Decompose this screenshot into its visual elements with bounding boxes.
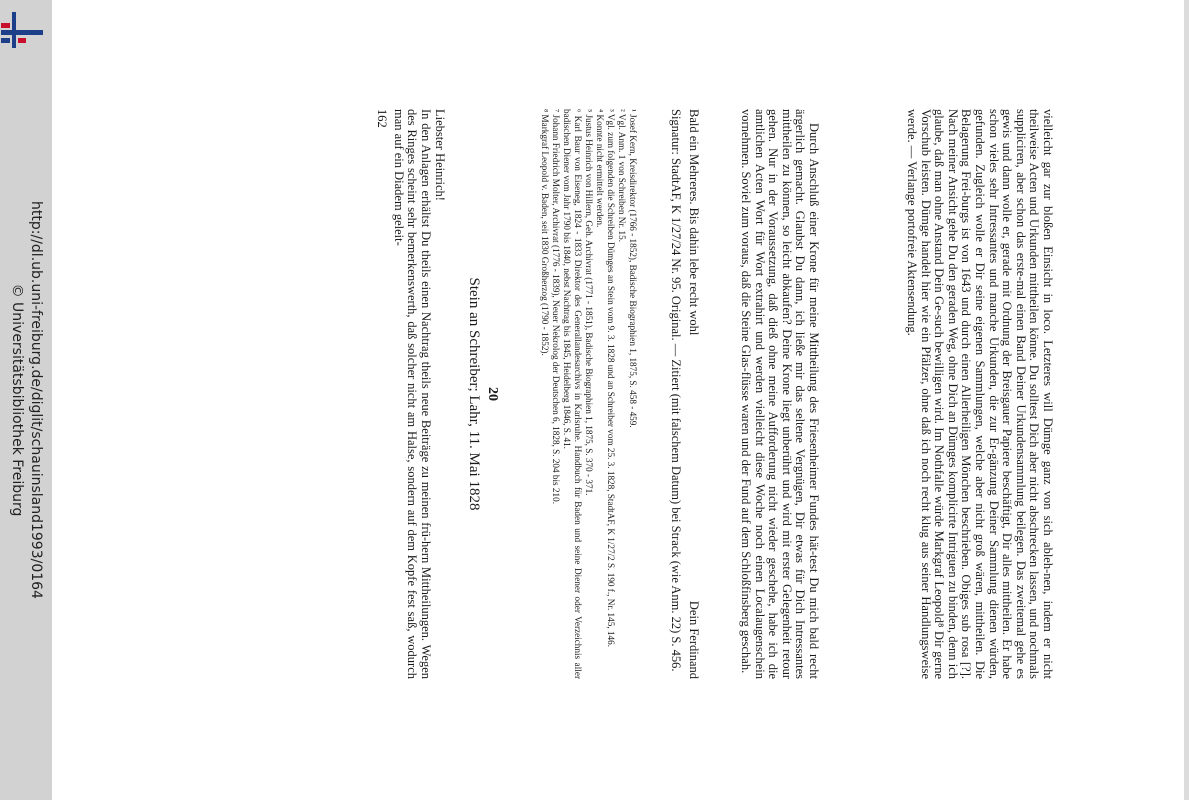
document-page (52, 0, 1184, 800)
rotated-page-content (294, 109, 1054, 679)
closing-line (686, 109, 700, 679)
page-number: 162 (375, 109, 389, 128)
letter-number: 20 (485, 387, 500, 401)
footnotes (539, 109, 638, 679)
closing-text: Bald ein Mehreres. Bis dahin lebe recht wohl (687, 109, 701, 336)
footnote-1: ¹ Josef Kern, Kreisdirektor (1766 - 1852), Badische Biographien 1, 1875, S. 458 - 459. (628, 109, 638, 428)
footnote-6: ⁶ Karl Baur von Eiseneg, 1824 - 1833 Direktor des Generallandesarchivs in Karlsruhe. Handbuch für Baden und seine Diener oder Verzeichnis aller badischen Diener vom Jahr 1790 bis 1840, nebst Nachtrag bis 1845, Heidelberg 1846, S. 41. (562, 109, 583, 679)
signature: Dein Ferdinand (687, 600, 701, 679)
footnote-4: ⁴ Konnte nicht ermittelt werden. (595, 109, 605, 228)
footnote-5: ⁵ Justus Heinrich von Hillern, Geh. Archivrat (1771 - 1851), Badische Biographien 1, 1875, S. 370 - 371. (584, 109, 594, 496)
body-paragraph-4: In den Anlagen erhältst Du theils einen Nachtrag theils neue Beiträge zu meinen frü-hern Mittheilungen. Wegen des Ringes scheint sehr bemerkenswerth, daß solcher nicht am Halse, sondern auf dem Kopfe fest saß, wodurch man auf ein Diadem geleit- (391, 109, 433, 679)
footnote-3: ³ Vgl. zum folgenden die Schreiben Dümges an Stein vom 9. 3. 1828 und an Schreiber vom 25. 3. 1828, StadtAF, K 1/27/2 S. 190 f., Nr. 145, 146. (606, 109, 616, 647)
footnote-2: ² Vgl. Anm. 1 von Schreiben Nr. 15. (617, 109, 627, 242)
footnote-8: ⁸ Markgraf Leopold v. Baden, seit 1830 Großherzog (1790 - 1852). (540, 109, 550, 356)
viewer-sidebar (0, 0, 52, 800)
body-paragraph-1: vielleicht gar zur bloßen Einsicht in loco. Letzteres will Dümge ganz von sich ableh-nen, indem er nicht theilweise Acten und Urkunden mittheilen könne. Du solltest Dich aber nicht abschrecken lassen, und nochmals suppliciren, aber schon das erste-mal einen Band Deiner Urkundensammlung beilegen. Das zweitemal gehe es gewis und dann wolle er, gerade mit Ordnung der Breisgauer Papiere beschäftigt, Dir alles mittheilen. Er habe schon vieles sehr Intressantes und manche Urkunden, die zur Er-gänzung Deiner Sammlung dienen würden, gefunden. Zugleich wolle er Dir seine eigenen Sammlungen, welche aber nicht groß wären, mittheilen. Die Belagerung Frei-burgs ist von 1643 und durch einen Allerheiligen Mönchen beschrieben. Obiges sub rosa [?]. Nach meiner Ansicht gehe Du den geraden Weg, ohne Dich an Dümges komplicirte Intriguen zu binden, denn ich glaube, daß man ohne Anstand Dein Ge-such bewilligen wird. Im Nothfalle würde Markgraf Leopold⁸ Dir gerne Vorschub leisten. Dümge handelt hier wie ein Pfälzer, ohne daß ich noch recht klug aus seiner Handlungsweise werde. — Verlange portofreie Aktensendung. (905, 109, 1055, 679)
copyright-notice: © Universitätsbibliothek Freiburg (9, 283, 25, 517)
salutation: Liebster Heinrich! (433, 109, 447, 201)
letter-heading: Stein an Schreiber; Lahr, 11. Mai 1828 (466, 277, 482, 511)
source-url: http://dl.ub.uni-freiburg.de/diglit/schauinsland1993/0164 (28, 201, 44, 599)
source-watermark (7, 201, 45, 599)
university-logo-icon (0, 8, 46, 52)
footnote-7: ⁷ Johann Friedrich Molter, Archivrat (1776 - 1839), Neuer Nekrolog der Deutschen 6, 1828, S. 204 bis 210. (551, 109, 561, 505)
archive-signature: Signatur: StadtAF, K 1/27/24 Nr. 95. Original. — Zitiert (mit falschem Datum) bei Strack (wie Anm. 22) S. 456. (669, 109, 683, 672)
body-paragraph-2: Durch Anschluß einer Krone für meine Mittheilung des Friesenheimer Fundes hät-test Du mich bald recht ärgerlich gemacht. Glaubst Du dann, ich ließe mir das seltene Vergnügen, Dir etwas für Dich Intressantes mittheilen zu können, so leicht abkaufen? Deine Krone liegt unberührt und wird mit erster Gelegenheit retour gehen. Nur in der Voraussetzung, daß dieß ohne meine Aufforderung nicht wieder geschehe, habe ich die amtlichen Acten Wort für Wort extrahirt und werden vielleicht diese Woche noch einen Localaugenschein vornehmen. Soviel zum voraus, daß die Steine Glas-flüsse waren und der Fund auf dem Schloßfinsberg geschah. (739, 109, 821, 679)
scrollbar[interactable] (1184, 0, 1189, 800)
